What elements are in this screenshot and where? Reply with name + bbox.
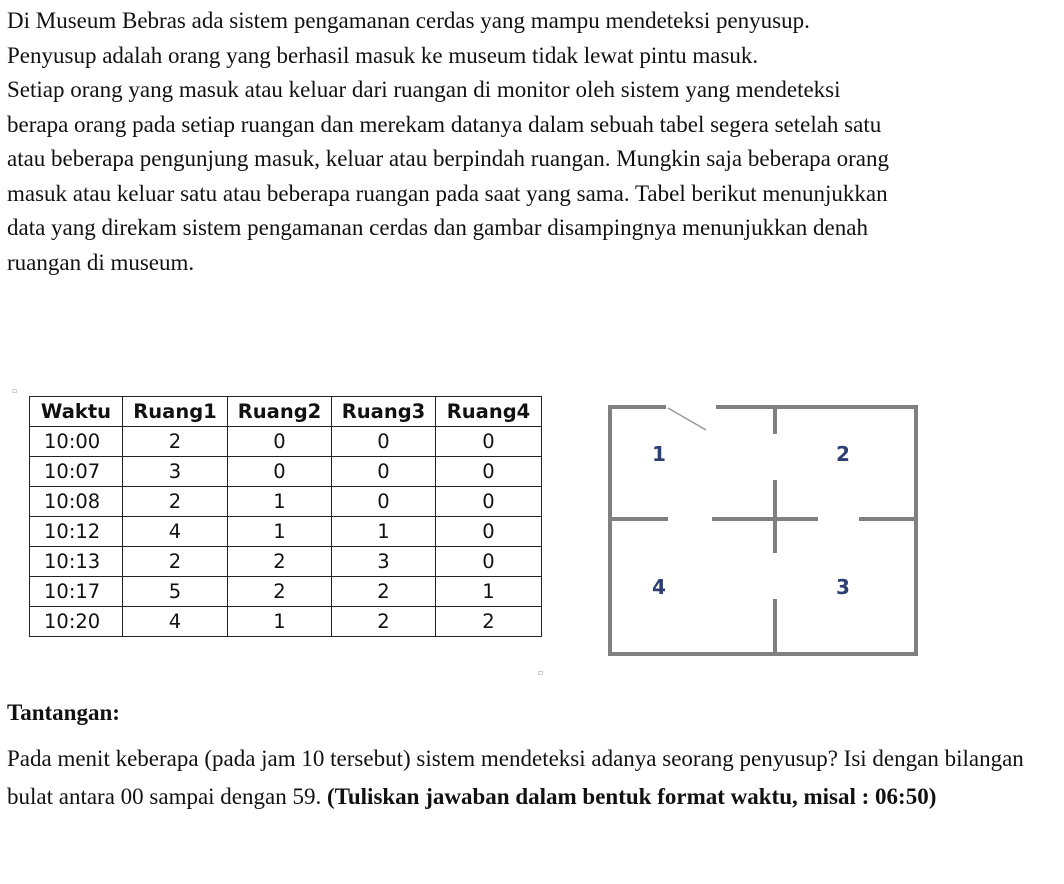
cell-ruang3: 0 (332, 457, 436, 487)
cell-ruang2: 0 (228, 457, 332, 487)
table-end-icon: ▫ (538, 668, 544, 677)
cell-ruang3: 1 (332, 517, 436, 547)
table-anchor-icon: ▫ (12, 386, 18, 395)
intro-line: berapa orang pada setiap ruangan dan merekam datanya dalam sebuah tabel segera setelah satu (7, 111, 882, 137)
cell-ruang4: 0 (436, 547, 542, 577)
cell-ruang4: 2 (436, 607, 542, 637)
challenge-title: Tantangan: (7, 700, 120, 725)
header-ruang3: Ruang3 (332, 397, 436, 427)
header-ruang4: Ruang4 (436, 397, 542, 427)
intro-line: data yang direkam sistem pengamanan cerdas dan gambar disampingnya menunjukkan denah (7, 215, 868, 240)
question-text: Pada menit keberapa (pada jam 10 tersebut) sistem mendeteksi adanya seorang penyusup? Isi dengan bilangan bulat antara 00 sampai dengan 59. (7, 746, 1024, 809)
cell-ruang1: 2 (123, 547, 228, 577)
room-label-3: 3 (836, 575, 850, 599)
cell-waktu: 10:07 (30, 457, 123, 487)
cell-ruang4: 0 (436, 487, 542, 517)
cell-ruang2: 1 (228, 487, 332, 517)
cell-ruang1: 3 (123, 457, 228, 487)
intro-line: Penyusup adalah orang yang berhasil masuk ke museum tidak lewat pintu masuk. (7, 42, 759, 68)
cell-ruang4: 1 (436, 577, 542, 607)
table-row (30, 517, 542, 547)
cell-ruang3: 2 (332, 577, 436, 607)
table-row (30, 577, 542, 607)
cell-ruang1: 2 (123, 487, 228, 517)
intro-line: masuk atau keluar satu atau beberapa ruangan pada saat yang sama. Tabel berikut menunjukkan (7, 180, 888, 206)
intro-line: Setiap orang yang masuk atau keluar dari ruangan di monitor oleh sistem yang mendeteksi (7, 77, 841, 102)
cell-ruang3: 0 (332, 487, 436, 517)
floor-plan (608, 400, 922, 660)
cell-ruang3: 2 (332, 607, 436, 637)
header-waktu: Waktu (30, 397, 123, 427)
table-row (30, 427, 542, 457)
cell-ruang4: 0 (436, 427, 542, 457)
cell-waktu: 10:12 (30, 517, 123, 547)
table-row (30, 457, 542, 487)
cell-ruang2: 0 (228, 427, 332, 457)
cell-waktu: 10:08 (30, 487, 123, 517)
table-row (30, 487, 542, 517)
table-header-row (30, 397, 542, 427)
intro-line: ruangan di museum. (7, 249, 195, 275)
cell-ruang3: 3 (332, 547, 436, 577)
cell-waktu: 10:17 (30, 577, 123, 607)
challenge-question (7, 740, 1062, 816)
room-label-4: 4 (652, 575, 666, 599)
table-row (30, 547, 542, 577)
cell-ruang1: 2 (123, 427, 228, 457)
entrance-door-icon (668, 408, 706, 430)
intro-line: Di Museum Bebras ada sistem pengamanan cerdas yang mampu mendeteksi penyusup. (7, 8, 810, 33)
cell-waktu: 10:00 (30, 427, 123, 457)
cell-ruang4: 0 (436, 457, 542, 487)
header-ruang2: Ruang2 (228, 397, 332, 427)
visitor-table (29, 396, 542, 637)
cell-ruang1: 4 (123, 517, 228, 547)
table-row (30, 607, 542, 637)
cell-ruang2: 2 (228, 547, 332, 577)
intro-line: atau beberapa pengunjung masuk, keluar atau berpindah ruangan. Mungkin saja beberapa orang (7, 146, 889, 171)
intro-text (7, 4, 1062, 280)
room-label-2: 2 (836, 442, 850, 466)
room-label-1: 1 (652, 442, 666, 466)
cell-ruang2: 2 (228, 577, 332, 607)
cell-ruang1: 4 (123, 607, 228, 637)
cell-waktu: 10:20 (30, 607, 123, 637)
cell-ruang2: 1 (228, 517, 332, 547)
question-format-hint: (Tuliskan jawaban dalam bentuk format waktu, misal : 06:50) (326, 784, 937, 809)
cell-ruang3: 0 (332, 427, 436, 457)
cell-ruang4: 0 (436, 517, 542, 547)
cell-ruang2: 1 (228, 607, 332, 637)
header-ruang1: Ruang1 (123, 397, 228, 427)
cell-ruang1: 5 (123, 577, 228, 607)
cell-waktu: 10:13 (30, 547, 123, 577)
